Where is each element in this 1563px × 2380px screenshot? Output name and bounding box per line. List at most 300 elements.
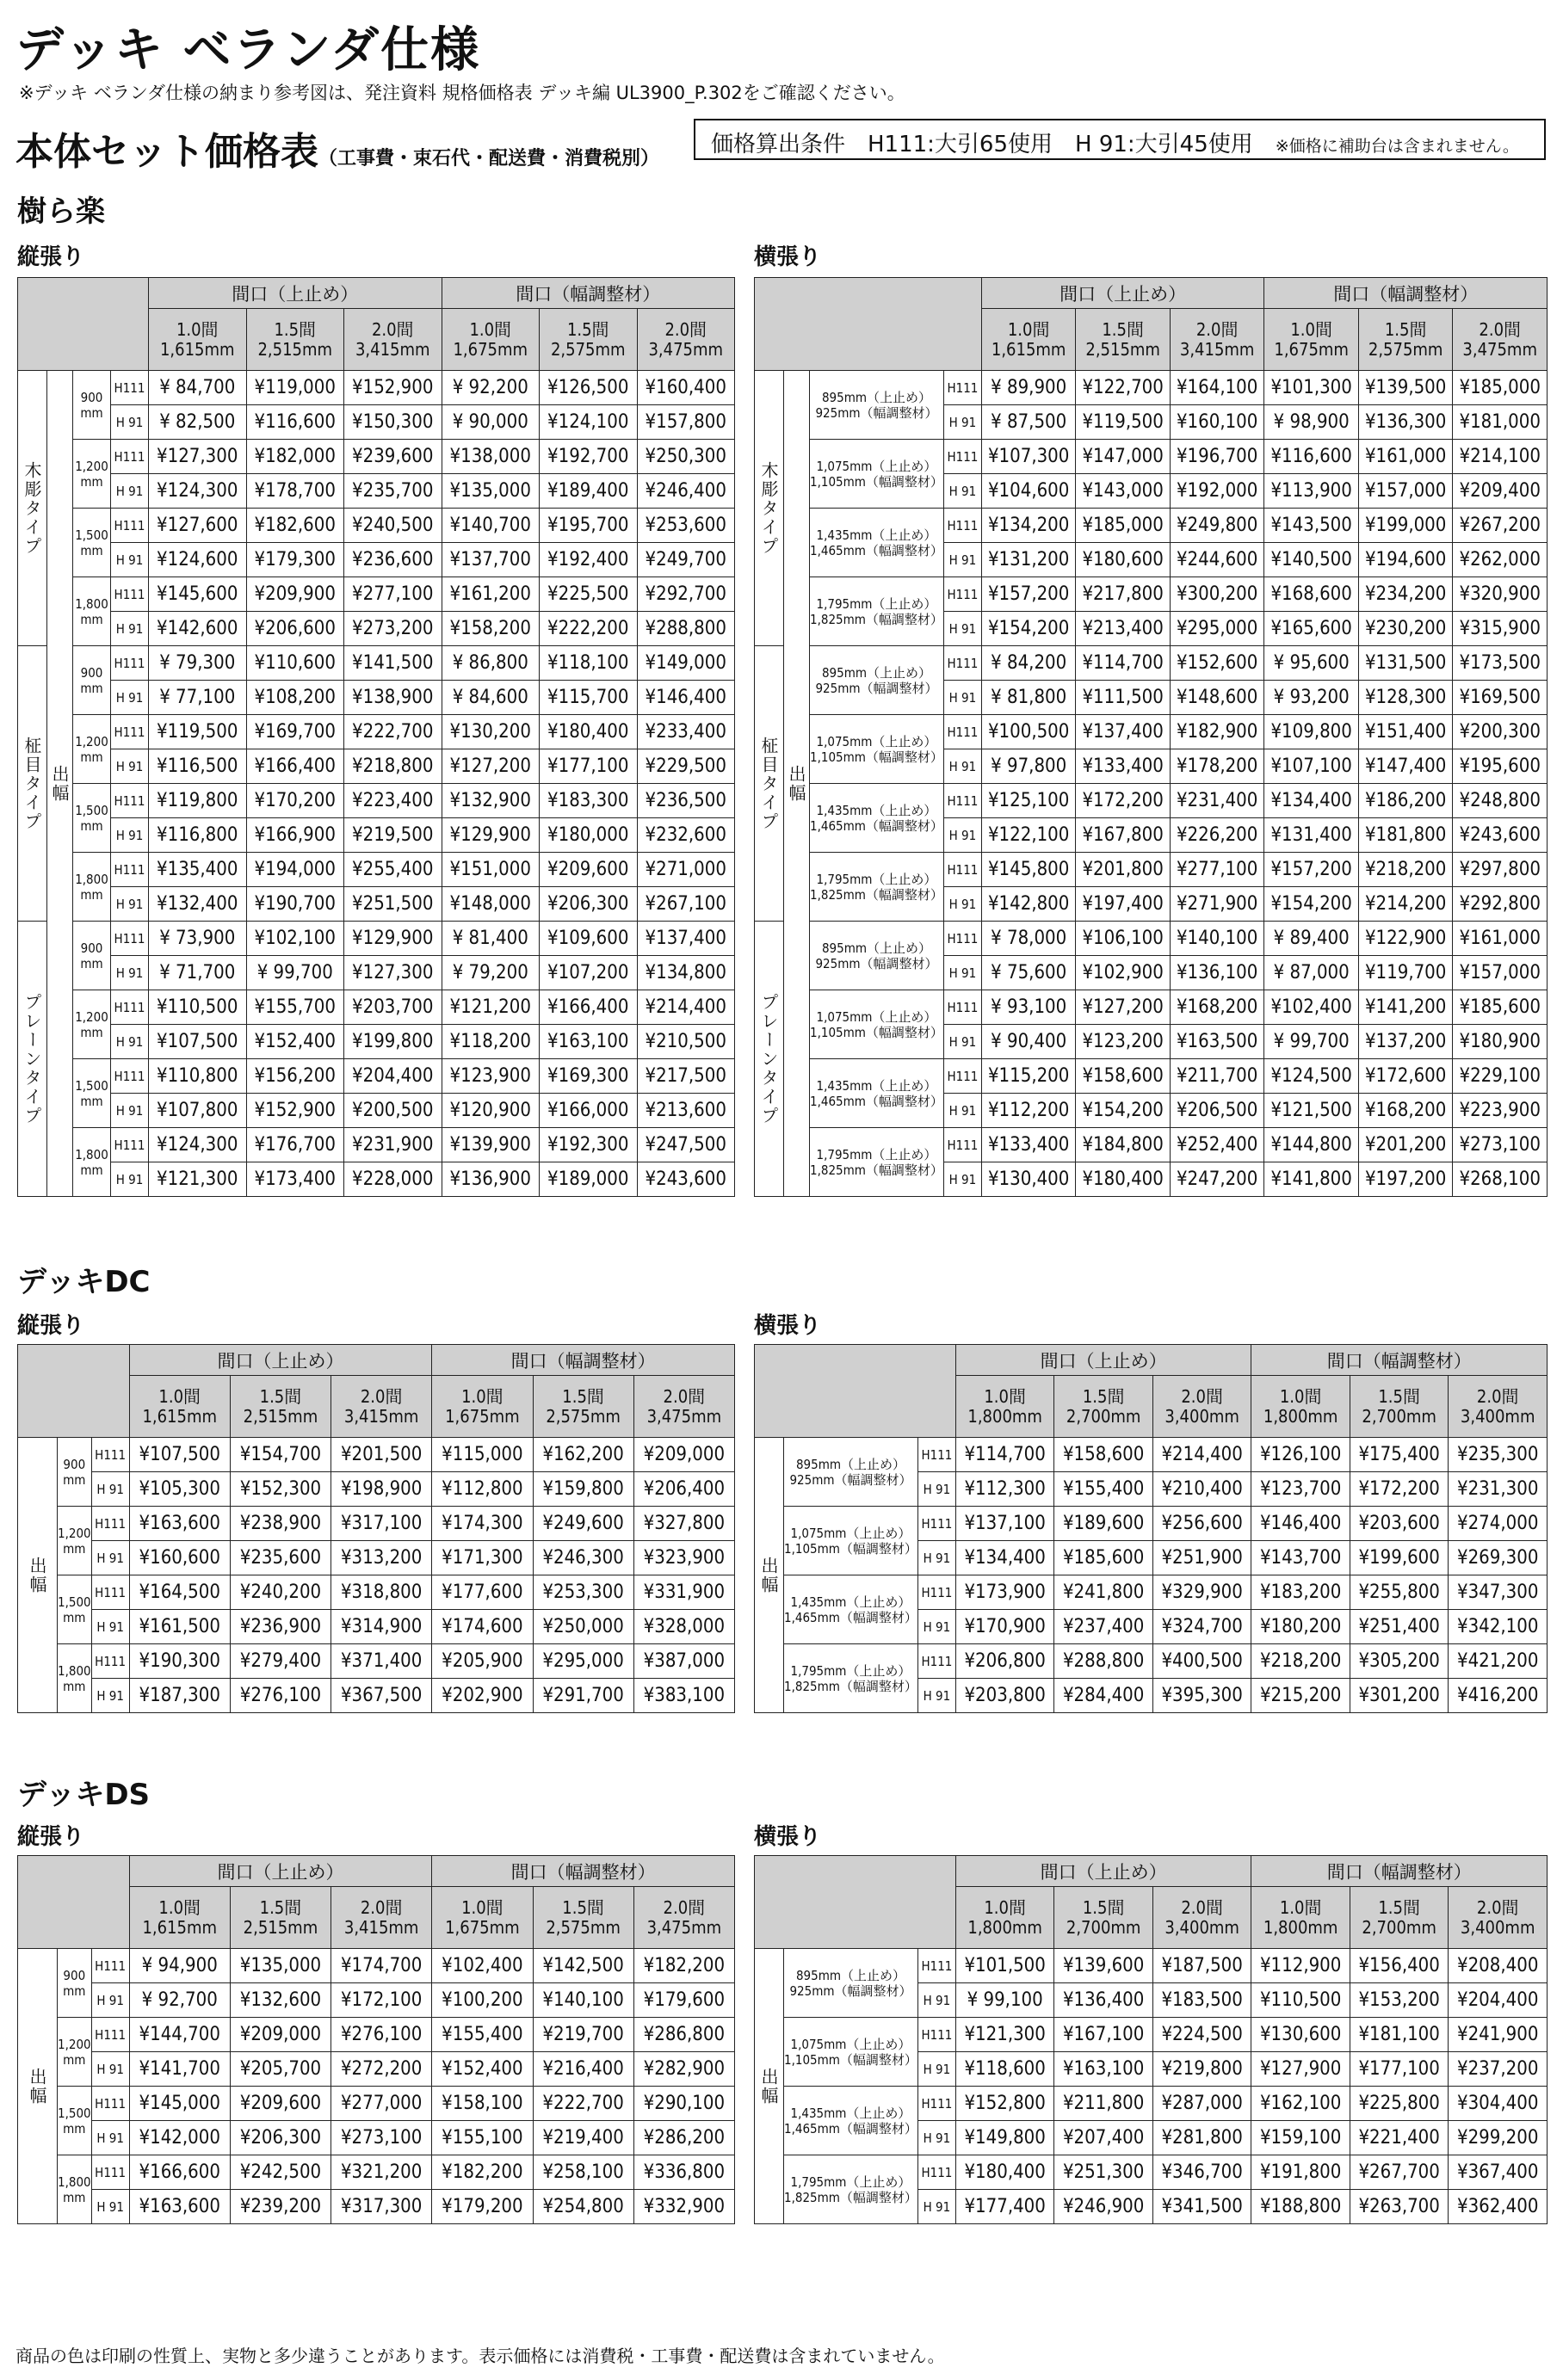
price-cell: ¥102,400 xyxy=(1264,990,1359,1025)
height-label: H 91 xyxy=(917,1679,955,1713)
height-label: H 91 xyxy=(91,1610,129,1644)
price-cell: ¥ 87,000 xyxy=(1264,956,1359,990)
header-size: 1.0間 1,675mm xyxy=(442,309,540,371)
price-cell: ¥121,300 xyxy=(955,2018,1054,2052)
height-label: H111 xyxy=(111,371,149,405)
price-cell: ¥192,300 xyxy=(540,1128,638,1162)
price-cell: ¥142,000 xyxy=(129,2121,230,2155)
height-label: H111 xyxy=(917,1438,955,1472)
price-cell: ¥155,400 xyxy=(432,2018,533,2052)
price-cell: ¥163,600 xyxy=(129,2190,230,2224)
header-size: 2.0間 3,400mm xyxy=(1449,1376,1548,1438)
price-cell: ¥115,700 xyxy=(540,681,638,715)
price-cell: ¥146,400 xyxy=(637,681,735,715)
table-row xyxy=(755,715,1548,749)
price-cell: ¥141,800 xyxy=(1264,1162,1359,1197)
price-cell: ¥140,700 xyxy=(442,509,540,543)
price-cell: ¥140,100 xyxy=(533,1983,633,2018)
table-row xyxy=(755,440,1548,474)
table-row xyxy=(755,2018,1548,2052)
type-group-label: プレーンタイプ xyxy=(755,922,784,1197)
price-cell: ¥163,100 xyxy=(540,1025,638,1059)
price-cell: ¥121,500 xyxy=(1264,1094,1359,1128)
price-cell: ¥247,200 xyxy=(1170,1162,1264,1197)
price-cell: ¥136,100 xyxy=(1170,956,1264,990)
height-label: H111 xyxy=(943,1128,981,1162)
price-cell: ¥ 90,400 xyxy=(981,1025,1076,1059)
depth-label: 1,435mm（上止め） 1,465mm（幅調整材） xyxy=(784,1575,918,1644)
height-label: H111 xyxy=(917,1949,955,1983)
price-cell: ¥152,300 xyxy=(230,1472,331,1507)
header-group-habachosei: 間口（幅調整材） xyxy=(1251,1856,1548,1887)
price-cell: ¥115,000 xyxy=(432,1438,533,1472)
price-cell: ¥214,200 xyxy=(1358,887,1453,922)
price-cell: ¥185,000 xyxy=(1453,371,1548,405)
price-cell: ¥219,700 xyxy=(533,2018,633,2052)
price-cell: ¥267,100 xyxy=(637,887,735,922)
height-label: H 91 xyxy=(111,681,149,715)
height-label: H 91 xyxy=(943,405,981,440)
price-cell: ¥ 94,900 xyxy=(129,1949,230,1983)
section-title-dc: デッキDC xyxy=(17,1265,151,1299)
height-label: H 91 xyxy=(111,474,149,509)
price-cell: ¥180,000 xyxy=(540,818,638,853)
price-cell: ¥100,500 xyxy=(981,715,1076,749)
price-cell: ¥206,500 xyxy=(1170,1094,1264,1128)
price-cell: ¥292,800 xyxy=(1453,887,1548,922)
price-cell: ¥332,900 xyxy=(633,2190,734,2224)
price-cell: ¥134,400 xyxy=(955,1541,1054,1575)
price-cell: ¥185,000 xyxy=(1076,509,1171,543)
table-row xyxy=(755,1575,1548,1610)
price-cell: ¥237,200 xyxy=(1449,2052,1548,2087)
price-cell: ¥362,400 xyxy=(1449,2190,1548,2224)
price-cell: ¥144,700 xyxy=(129,2018,230,2052)
price-cell: ¥222,700 xyxy=(533,2087,633,2121)
table-row xyxy=(755,1644,1548,1679)
table-row xyxy=(18,2087,735,2121)
pricing-conditions-note: ※価格に補助台は含まれません。 xyxy=(1275,137,1519,156)
height-label: H111 xyxy=(943,646,981,681)
price-cell: ¥239,200 xyxy=(230,2190,331,2224)
price-cell: ¥177,400 xyxy=(955,2190,1054,2224)
price-cell: ¥135,000 xyxy=(442,474,540,509)
price-cell: ¥107,800 xyxy=(149,1094,247,1128)
price-cell: ¥313,200 xyxy=(331,1541,432,1575)
price-cell: ¥198,900 xyxy=(331,1472,432,1507)
price-cell: ¥315,900 xyxy=(1453,612,1548,646)
price-cell: ¥229,100 xyxy=(1453,1059,1548,1094)
price-cell: ¥163,100 xyxy=(1054,2052,1153,2087)
price-cell: ¥243,600 xyxy=(1453,818,1548,853)
price-cell: ¥141,200 xyxy=(1358,990,1453,1025)
table-row xyxy=(755,2155,1548,2190)
table-row xyxy=(755,509,1548,543)
price-cell: ¥214,100 xyxy=(1453,440,1548,474)
price-cell: ¥209,000 xyxy=(230,2018,331,2052)
header-size: 1.0間 1,800mm xyxy=(955,1376,1054,1438)
height-label: H111 xyxy=(917,2018,955,2052)
header-group-habachosei: 間口（幅調整材） xyxy=(432,1856,735,1887)
price-cell: ¥176,700 xyxy=(246,1128,344,1162)
price-cell: ¥180,200 xyxy=(1251,1610,1350,1644)
price-cell: ¥205,700 xyxy=(230,2052,331,2087)
depth-label: 1,200 mm xyxy=(73,990,111,1059)
price-cell: ¥ 89,900 xyxy=(981,371,1076,405)
price-cell: ¥200,300 xyxy=(1453,715,1548,749)
height-label: H111 xyxy=(111,1059,149,1094)
depth-label: 1,795mm（上止め） 1,825mm（幅調整材） xyxy=(810,1128,944,1197)
height-label: H 91 xyxy=(943,681,981,715)
price-cell: ¥287,000 xyxy=(1152,2087,1251,2121)
header-size: 2.0間 3,400mm xyxy=(1449,1887,1548,1949)
price-cell: ¥110,800 xyxy=(149,1059,247,1094)
depth-label: 1,500 mm xyxy=(73,509,111,577)
header-size: 2.0間 3,400mm xyxy=(1152,1887,1251,1949)
price-cell: ¥167,100 xyxy=(1054,2018,1153,2052)
reference-note: ※デッキ ベランダ仕様の納まり参考図は、発注資料 規格価格表 デッキ編 UL3900_P.302をご確認ください。 xyxy=(19,83,905,103)
price-cell: ¥247,500 xyxy=(637,1128,735,1162)
price-cell: ¥137,700 xyxy=(442,543,540,577)
price-cell: ¥239,600 xyxy=(344,440,442,474)
height-label: H111 xyxy=(111,853,149,887)
price-cell: ¥183,300 xyxy=(540,784,638,818)
price-cell: ¥116,800 xyxy=(149,818,247,853)
price-cell: ¥133,400 xyxy=(981,1128,1076,1162)
price-cell: ¥180,600 xyxy=(1076,543,1171,577)
header-group-uedome: 間口（上止め） xyxy=(129,1345,432,1376)
price-cell: ¥290,100 xyxy=(633,2087,734,2121)
price-cell: ¥271,000 xyxy=(637,853,735,887)
height-label: H 91 xyxy=(111,1162,149,1197)
price-table xyxy=(754,1855,1548,2224)
header-size: 1.5間 2,700mm xyxy=(1350,1376,1449,1438)
price-cell: ¥137,100 xyxy=(955,1507,1054,1541)
table-row xyxy=(18,1644,735,1679)
price-cell: ¥143,000 xyxy=(1076,474,1171,509)
price-cell: ¥139,500 xyxy=(1358,371,1453,405)
price-cell: ¥153,200 xyxy=(1350,1983,1449,2018)
depth-label: 1,075mm（上止め） 1,105mm（幅調整材） xyxy=(810,715,944,784)
price-cell: ¥225,800 xyxy=(1350,2087,1449,2121)
height-label: H111 xyxy=(943,577,981,612)
height-label: H 91 xyxy=(111,818,149,853)
price-cell: ¥119,000 xyxy=(246,371,344,405)
price-cell: ¥328,000 xyxy=(633,1610,734,1644)
depth-label: 895mm（上止め） 925mm（幅調整材） xyxy=(784,1438,918,1507)
table-row xyxy=(755,1507,1548,1541)
header-size: 1.5間 2,515mm xyxy=(230,1376,331,1438)
price-cell: ¥395,300 xyxy=(1152,1679,1251,1713)
height-label: H 91 xyxy=(917,1983,955,2018)
price-cell: ¥235,600 xyxy=(230,1541,331,1575)
price-cell: ¥204,400 xyxy=(344,1059,442,1094)
price-cell: ¥253,600 xyxy=(637,509,735,543)
height-label: H 91 xyxy=(91,1472,129,1507)
depth-label: 895mm（上止め） 925mm（幅調整材） xyxy=(810,371,944,440)
price-cell: ¥187,300 xyxy=(129,1679,230,1713)
price-cell: ¥209,000 xyxy=(633,1438,734,1472)
price-cell: ¥102,100 xyxy=(246,922,344,956)
price-cell: ¥201,500 xyxy=(331,1438,432,1472)
price-cell: ¥ 87,500 xyxy=(981,405,1076,440)
page-title: デッキ ベランダ仕様 xyxy=(15,22,481,78)
price-cell: ¥166,400 xyxy=(246,749,344,784)
header-size: 2.0間 3,415mm xyxy=(331,1376,432,1438)
price-cell: ¥190,300 xyxy=(129,1644,230,1679)
price-cell: ¥141,500 xyxy=(344,646,442,681)
table-row xyxy=(18,509,735,543)
depth-label: 1,200 mm xyxy=(73,440,111,509)
price-cell: ¥157,200 xyxy=(1264,853,1359,887)
height-label: H111 xyxy=(943,715,981,749)
price-cell: ¥145,600 xyxy=(149,577,247,612)
price-cell: ¥154,200 xyxy=(981,612,1076,646)
header-size: 1.5間 2,515mm xyxy=(230,1887,331,1949)
table-corner xyxy=(18,278,149,371)
price-cell: ¥324,700 xyxy=(1152,1610,1251,1644)
price-cell: ¥118,200 xyxy=(442,1025,540,1059)
price-cell: ¥241,900 xyxy=(1449,2018,1548,2052)
header-size: 1.0間 1,675mm xyxy=(432,1887,533,1949)
table-row xyxy=(18,612,735,646)
price-cell: ¥291,700 xyxy=(533,1679,633,1713)
price-cell: ¥139,600 xyxy=(1054,1949,1153,1983)
table-row xyxy=(18,990,735,1025)
price-cell: ¥274,000 xyxy=(1449,1507,1548,1541)
price-cell: ¥189,400 xyxy=(540,474,638,509)
price-cell: ¥138,900 xyxy=(344,681,442,715)
price-cell: ¥218,800 xyxy=(344,749,442,784)
price-cell: ¥101,500 xyxy=(955,1949,1054,1983)
table-row xyxy=(18,1610,735,1644)
price-cell: ¥210,400 xyxy=(1152,1472,1251,1507)
price-cell: ¥421,200 xyxy=(1449,1644,1548,1679)
sub-title-tate: 縦張り xyxy=(17,1824,85,1850)
header-group-habachosei: 間口（幅調整材） xyxy=(432,1345,735,1376)
price-cell: ¥ 86,800 xyxy=(442,646,540,681)
price-cell: ¥199,600 xyxy=(1350,1541,1449,1575)
type-group-label: プレーンタイプ xyxy=(18,922,47,1197)
price-cell: ¥223,400 xyxy=(344,784,442,818)
depth-label: 1,800 mm xyxy=(58,1644,92,1713)
table-row xyxy=(18,2190,735,2224)
price-cell: ¥119,500 xyxy=(149,715,247,749)
depth-label: 1,800 mm xyxy=(58,2155,92,2224)
price-cell: ¥273,100 xyxy=(1453,1128,1548,1162)
height-label: H111 xyxy=(917,1575,955,1610)
table-corner xyxy=(18,1345,130,1438)
table-row xyxy=(18,577,735,612)
table-row xyxy=(18,922,735,956)
price-cell: ¥135,400 xyxy=(149,853,247,887)
price-cell: ¥ 81,400 xyxy=(442,922,540,956)
price-cell: ¥167,800 xyxy=(1076,818,1171,853)
price-cell: ¥172,100 xyxy=(331,1983,432,2018)
height-label: H111 xyxy=(91,1438,129,1472)
height-label: H111 xyxy=(917,2087,955,2121)
price-cell: ¥200,500 xyxy=(344,1094,442,1128)
price-cell: ¥121,300 xyxy=(149,1162,247,1197)
price-cell: ¥251,500 xyxy=(344,887,442,922)
price-cell: ¥223,900 xyxy=(1453,1094,1548,1128)
price-cell: ¥218,200 xyxy=(1358,853,1453,887)
price-cell: ¥172,200 xyxy=(1350,1472,1449,1507)
price-cell: ¥154,700 xyxy=(230,1438,331,1472)
price-cell: ¥137,400 xyxy=(637,922,735,956)
price-cell: ¥199,800 xyxy=(344,1025,442,1059)
table-row xyxy=(755,1128,1548,1162)
header-size: 1.5間 2,515mm xyxy=(1076,309,1171,371)
depth-label: 1,200 mm xyxy=(58,1507,92,1575)
price-cell: ¥267,200 xyxy=(1453,509,1548,543)
price-cell: ¥218,200 xyxy=(1251,1644,1350,1679)
price-cell: ¥113,900 xyxy=(1264,474,1359,509)
price-cell: ¥262,000 xyxy=(1453,543,1548,577)
price-cell: ¥161,500 xyxy=(129,1610,230,1644)
price-cell: ¥112,300 xyxy=(955,1472,1054,1507)
price-cell: ¥132,600 xyxy=(230,1983,331,2018)
table-row xyxy=(755,853,1548,887)
price-cell: ¥204,400 xyxy=(1449,1983,1548,2018)
price-cell: ¥182,900 xyxy=(1170,715,1264,749)
height-label: H111 xyxy=(91,1507,129,1541)
price-cell: ¥197,400 xyxy=(1076,887,1171,922)
price-cell: ¥210,500 xyxy=(637,1025,735,1059)
depth-label: 1,075mm（上止め） 1,105mm（幅調整材） xyxy=(810,440,944,509)
price-cell: ¥231,300 xyxy=(1449,1472,1548,1507)
header-size: 1.5間 2,575mm xyxy=(1358,309,1453,371)
price-cell: ¥213,400 xyxy=(1076,612,1171,646)
price-cell: ¥228,000 xyxy=(344,1162,442,1197)
price-cell: ¥367,500 xyxy=(331,1679,432,1713)
price-cell: ¥329,900 xyxy=(1152,1575,1251,1610)
header-group-uedome: 間口（上止め） xyxy=(129,1856,432,1887)
table-row xyxy=(755,990,1548,1025)
price-cell: ¥215,200 xyxy=(1251,1679,1350,1713)
price-cell: ¥269,300 xyxy=(1449,1541,1548,1575)
price-cell: ¥177,600 xyxy=(432,1575,533,1610)
price-cell: ¥222,200 xyxy=(540,612,638,646)
price-cell: ¥213,600 xyxy=(637,1094,735,1128)
price-cell: ¥201,200 xyxy=(1358,1128,1453,1162)
price-cell: ¥258,100 xyxy=(533,2155,633,2190)
price-cell: ¥143,500 xyxy=(1264,509,1359,543)
height-label: H 91 xyxy=(943,1162,981,1197)
price-cell: ¥116,600 xyxy=(246,405,344,440)
header-size: 2.0間 3,475mm xyxy=(633,1887,734,1949)
price-cell: ¥209,600 xyxy=(230,2087,331,2121)
price-cell: ¥173,400 xyxy=(246,1162,344,1197)
price-cell: ¥101,300 xyxy=(1264,371,1359,405)
price-cell: ¥174,600 xyxy=(432,1610,533,1644)
table-row xyxy=(18,2155,735,2190)
price-cell: ¥166,000 xyxy=(540,1094,638,1128)
price-cell: ¥124,100 xyxy=(540,405,638,440)
depth-label: 1,795mm（上止め） 1,825mm（幅調整材） xyxy=(784,2155,918,2224)
price-cell: ¥161,200 xyxy=(442,577,540,612)
price-cell: ¥159,100 xyxy=(1251,2121,1350,2155)
price-cell: ¥253,300 xyxy=(533,1575,633,1610)
price-cell: ¥170,200 xyxy=(246,784,344,818)
price-cell: ¥ 78,000 xyxy=(981,922,1076,956)
depth-label: 1,800 mm xyxy=(73,853,111,922)
price-cell: ¥151,000 xyxy=(442,853,540,887)
price-cell: ¥173,500 xyxy=(1453,646,1548,681)
price-cell: ¥217,500 xyxy=(637,1059,735,1094)
price-cell: ¥273,100 xyxy=(331,2121,432,2155)
price-cell: ¥119,800 xyxy=(149,784,247,818)
price-cell: ¥179,600 xyxy=(633,1983,734,2018)
price-cell: ¥320,900 xyxy=(1453,577,1548,612)
table-row xyxy=(18,1094,735,1128)
depth-label: 900 mm xyxy=(58,1438,92,1507)
height-label: H 91 xyxy=(91,2052,129,2087)
price-cell: ¥183,500 xyxy=(1152,1983,1251,2018)
price-cell: ¥165,600 xyxy=(1264,612,1359,646)
height-label: H111 xyxy=(111,922,149,956)
price-cell: ¥192,700 xyxy=(540,440,638,474)
dehaba-label: 出幅 xyxy=(755,1949,784,2224)
table-row xyxy=(18,1162,735,1197)
header-size: 1.0間 1,800mm xyxy=(1251,1887,1350,1949)
price-cell: ¥163,500 xyxy=(1170,1025,1264,1059)
price-cell: ¥292,700 xyxy=(637,577,735,612)
price-cell: ¥267,700 xyxy=(1350,2155,1449,2190)
depth-label: 900 mm xyxy=(73,646,111,715)
price-cell: ¥182,600 xyxy=(246,509,344,543)
price-cell: ¥114,700 xyxy=(1076,646,1171,681)
price-cell: ¥331,900 xyxy=(633,1575,734,1610)
header-group-uedome: 間口（上止め） xyxy=(149,278,442,309)
price-cell: ¥157,200 xyxy=(981,577,1076,612)
price-cell: ¥ 89,400 xyxy=(1264,922,1359,956)
price-cell: ¥231,900 xyxy=(344,1128,442,1162)
price-cell: ¥182,200 xyxy=(432,2155,533,2190)
height-label: H 91 xyxy=(917,1610,955,1644)
price-cell: ¥159,800 xyxy=(533,1472,633,1507)
price-cell: ¥145,000 xyxy=(129,2087,230,2121)
price-cell: ¥295,000 xyxy=(1170,612,1264,646)
price-cell: ¥115,200 xyxy=(981,1059,1076,1094)
price-cell: ¥276,100 xyxy=(331,2018,432,2052)
price-cell: ¥ 77,100 xyxy=(149,681,247,715)
height-label: H111 xyxy=(943,990,981,1025)
height-label: H111 xyxy=(111,990,149,1025)
price-cell: ¥236,900 xyxy=(230,1610,331,1644)
price-cell: ¥277,100 xyxy=(1170,853,1264,887)
table-row xyxy=(18,1472,735,1507)
price-cell: ¥132,400 xyxy=(149,887,247,922)
price-cell: ¥211,800 xyxy=(1054,2087,1153,2121)
price-cell: ¥129,900 xyxy=(344,922,442,956)
header-size: 1.5間 2,575mm xyxy=(533,1376,633,1438)
price-cell: ¥136,900 xyxy=(442,1162,540,1197)
price-cell: ¥371,400 xyxy=(331,1644,432,1679)
header-size: 1.0間 1,800mm xyxy=(955,1887,1054,1949)
price-cell: ¥185,600 xyxy=(1453,990,1548,1025)
price-cell: ¥ 98,900 xyxy=(1264,405,1359,440)
price-table xyxy=(754,1344,1548,1713)
price-cell: ¥166,600 xyxy=(129,2155,230,2190)
header-size: 1.0間 1,675mm xyxy=(1264,309,1359,371)
sub-title-tate: 縦張り xyxy=(17,1313,85,1339)
price-cell: ¥182,000 xyxy=(246,440,344,474)
price-cell: ¥131,200 xyxy=(981,543,1076,577)
table-row xyxy=(18,1949,735,1983)
price-cell: ¥305,200 xyxy=(1350,1644,1449,1679)
depth-label: 895mm（上止め） 925mm（幅調整材） xyxy=(784,1949,918,2018)
